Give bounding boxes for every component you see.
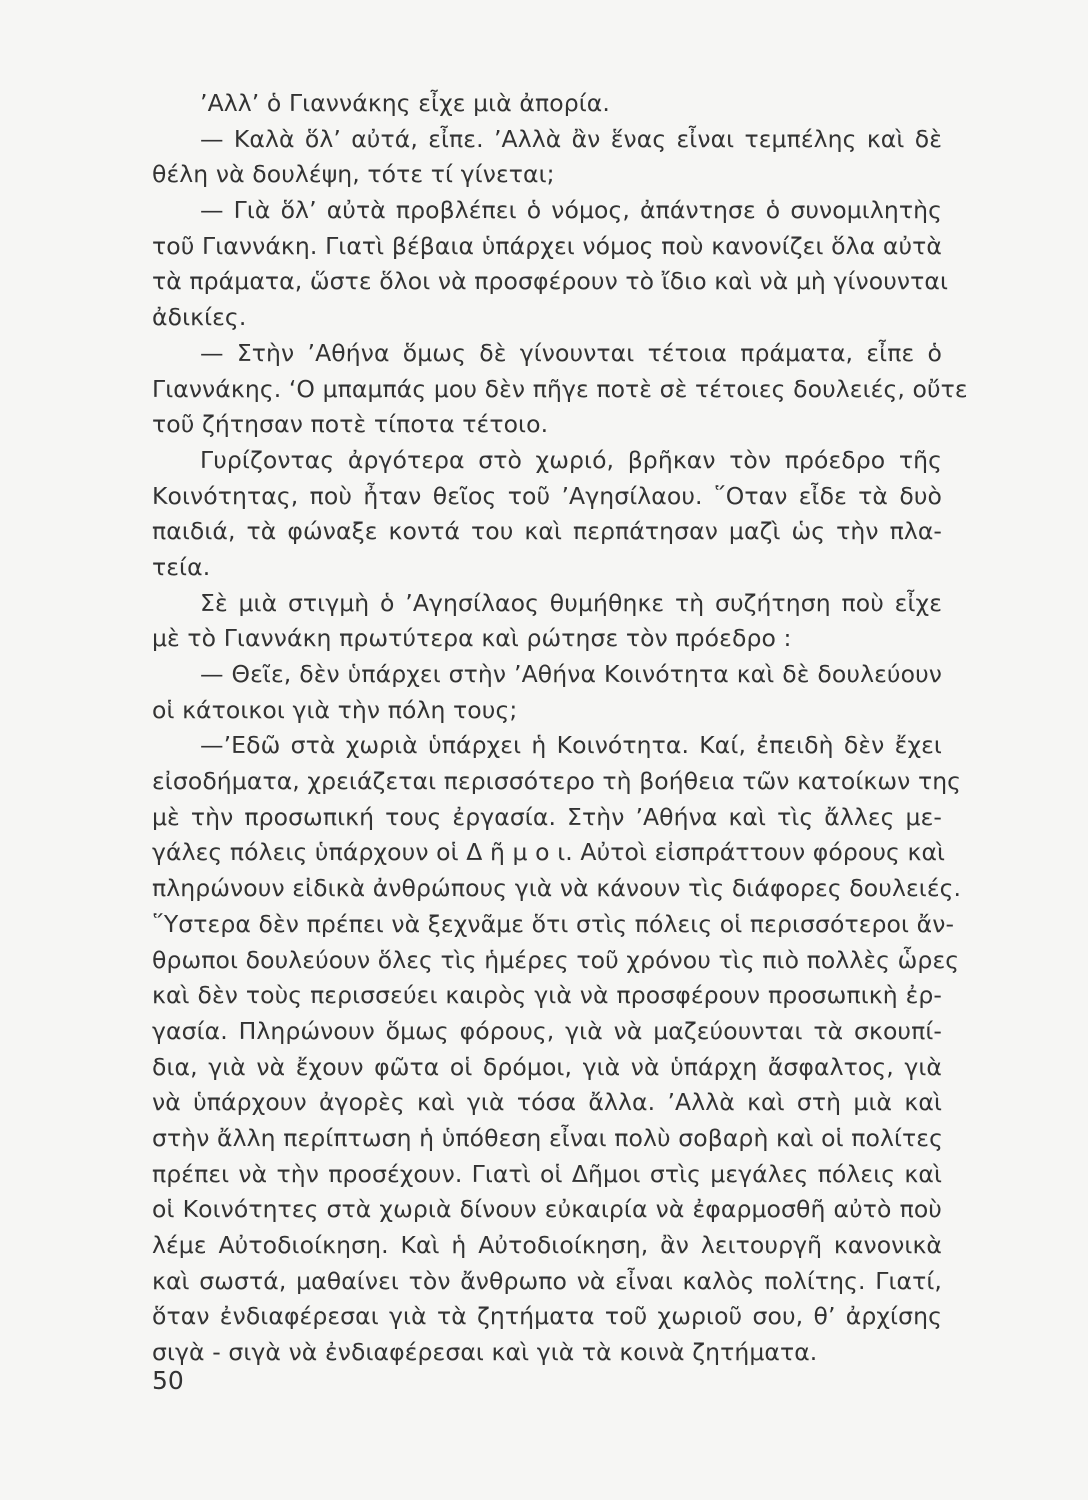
text-line: οἱ κάτοικοι γιὰ τὴν πόλη τους; xyxy=(152,695,518,724)
text-line: ῞Υστερα δὲν πρέπει νὰ ξεχνᾶμε ὅτι στὶς πόλεις οἱ περισσότεροι ἄν- xyxy=(152,909,955,938)
text-line: οἱ Κοινότητες στὰ χωριὰ δίνουν εὐκαιρία νὰ ἐφαρμοσθῆ αὐτὸ ποὺ xyxy=(152,1195,942,1224)
text-line: — Γιὰ ὅλ’ αὐτὰ προβλέπει ὁ νόμος, ἀπάντησε ὁ συνομιλητὴς xyxy=(200,196,942,225)
text-line: θέλη νὰ δουλέψη, τότε τί γίνεται; xyxy=(152,160,555,189)
page-number: 50 xyxy=(152,1366,184,1395)
text-line: τοῦ Γιαννάκη. Γιατὶ βέβαια ὑπάρχει νόμος ποὺ κανονίζει ὅλα αὐτὰ xyxy=(152,231,942,260)
text-line: ὅταν ἐνδιαφέρεσαι γιὰ τὰ ζητήματα τοῦ χωριοῦ σου, θ’ ἀρχίσης xyxy=(152,1302,942,1331)
text-line: γασία. Πληρώνουν ὅμως φόρους, γιὰ νὰ μαζεύουνται τὰ σκουπί- xyxy=(152,1016,942,1045)
text-line: καὶ δὲν τοὺς περισσεύει καιρὸς γιὰ νὰ προσφέρουν προσωπικὴ ἐρ- xyxy=(152,981,942,1010)
text-line: πρέπει νὰ τὴν προσέχουν. Γιατὶ οἱ Δῆμοι στὶς μεγάλες πόλεις καὶ xyxy=(152,1159,942,1188)
body-text xyxy=(152,86,968,1371)
text-line: τὰ πράματα, ὥστε ὅλοι νὰ προσφέρουν τὸ ἴδιο καὶ νὰ μὴ γίνουνται xyxy=(152,267,949,296)
text-line: καὶ σωστά, μαθαίνει τὸν ἄνθρωπο νὰ εἶναι καλὸς πολίτης. Γιατί, xyxy=(152,1266,942,1295)
text-line: Κοινότητας, ποὺ ἦταν θεῖος τοῦ ’Αγησίλαου. ῞Οταν εἶδε τὰ δυὸ xyxy=(152,481,942,510)
text-line: γάλες πόλεις ὑπάρχουν οἱ Δ ῆ μ ο ι. Αὐτοὶ εἰσπράττουν φόρους καὶ xyxy=(152,838,946,867)
text-line: εἰσοδήματα, χρειάζεται περισσότερο τὴ βοήθεια τῶν κατοίκων της xyxy=(152,767,962,796)
text-line: νὰ ὑπάρχουν ἀγορὲς καὶ γιὰ τόσα ἄλλα. ’Αλλὰ καὶ στὴ μιὰ καὶ xyxy=(152,1088,942,1117)
text-line: θρωποι δουλεύουν ὅλες τὶς ἡμέρες τοῦ χρόνου τὶς πιὸ πολλὲς ὧρες xyxy=(152,945,960,974)
text-line: Γυρίζοντας ἀργότερα στὸ χωριό, βρῆκαν τὸν πρόεδρο τῆς xyxy=(200,445,942,474)
text-line: στὴν ἄλλη περίπτωση ἡ ὑπόθεση εἶναι πολὺ σοβαρὴ καὶ οἱ πολίτες xyxy=(152,1123,944,1152)
text-line: τοῦ ζήτησαν ποτὲ τίποτα τέτοιο. xyxy=(152,410,549,439)
text-line: ’Αλλ’ ὁ Γιαννάκης εἶχε μιὰ ἀπορία. xyxy=(200,89,610,117)
text-line: πληρώνουν εἰδικὰ ἀνθρώπους γιὰ νὰ κάνουν τὶς διάφορες δουλειές. xyxy=(152,874,962,903)
text-line: παιδιά, τὰ φώναξε κοντά του καὶ περπάτησαν μαζὶ ὡς τὴν πλα- xyxy=(152,517,942,546)
text-line: Σὲ μιὰ στιγμὴ ὁ ’Αγησίλαος θυμήθηκε τὴ συζήτηση ποὺ εἶχε xyxy=(200,588,942,617)
text-line: δια, γιὰ νὰ ἔχουν φῶτα οἱ δρόμοι, γιὰ νὰ ὑπάρχη ἄσφαλτος, γιὰ xyxy=(152,1052,942,1081)
text-line: σιγὰ - σιγὰ νὰ ἐνδιαφέρεσαι καὶ γιὰ τὰ κοινὰ ζητήματα. xyxy=(152,1338,818,1367)
text-line: Γιαννάκης. ‘Ο μπαμπάς μου δὲν πῆγε ποτὲ σὲ τέτοιες δουλειές, οὔτε xyxy=(152,374,968,403)
text-line: ἀδικίες. xyxy=(152,303,247,332)
text-line: —’Εδῶ στὰ χωριὰ ὑπάρχει ἡ Κοινότητα. Καί, ἐπειδὴ δὲν ἔχει xyxy=(200,731,942,760)
text-line: μὲ τὸ Γιαννάκη πρωτύτερα καὶ ρώτησε τὸν πρόεδρο : xyxy=(152,624,792,653)
text-line: — Θεῖε, δὲν ὑπάρχει στὴν ’Αθήνα Κοινότητα καὶ δὲ δουλεύουν xyxy=(200,660,942,688)
text-line: τεία. xyxy=(152,552,211,581)
text-line: — Στὴν ’Αθήνα ὅμως δὲ γίνουνται τέτοια πράματα, εἶπε ὁ xyxy=(200,338,942,367)
text-line: λέμε Αὐτοδιοίκηση. Καὶ ἡ Αὐτοδιοίκηση, ἂν λειτουργῆ κανονικὰ xyxy=(152,1231,942,1259)
text-line: — Καλὰ ὅλ’ αὐτά, εἶπε. ’Αλλὰ ἂν ἕνας εἶναι τεμπέλης καὶ δὲ xyxy=(200,124,942,153)
text-line: μὲ τὴν προσωπική τους ἐργασία. Στὴν ’Αθήνα καὶ τὶς ἄλλες με- xyxy=(152,802,942,831)
